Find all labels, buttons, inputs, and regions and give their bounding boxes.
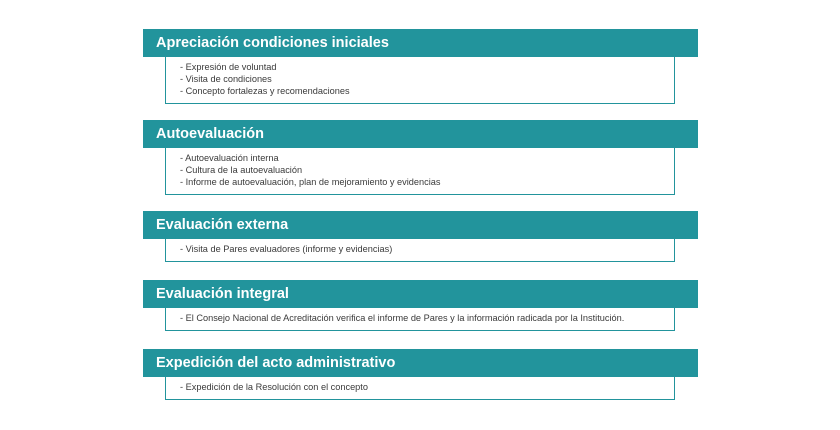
step-item: - Cultura de la autoevaluación	[180, 165, 303, 175]
step-autoevaluacion	[143, 120, 698, 195]
step-evaluacion-externa	[143, 211, 698, 262]
step-title: Evaluación integral	[143, 280, 698, 308]
step-title: Apreciación condiciones iniciales	[143, 29, 698, 57]
step-item: - Expresión de voluntad	[180, 62, 277, 72]
step-details	[165, 148, 675, 195]
step-item: - Visita de Pares evaluadores (informe y evidencias)	[180, 244, 393, 254]
step-item: - Visita de condiciones	[180, 74, 272, 84]
step-title: Expedición del acto administrativo	[143, 349, 698, 377]
step-item: - Expedición de la Resolución con el concepto	[180, 382, 368, 392]
step-expedicion	[143, 349, 698, 400]
step-details	[165, 308, 675, 331]
step-item: - Autoevaluación interna	[180, 153, 279, 163]
step-details	[165, 57, 675, 104]
step-evaluacion-integral	[143, 280, 698, 331]
step-item: - El Consejo Nacional de Acreditación verifica el informe de Pares y la información radicada por la Institución.	[180, 313, 625, 323]
step-details	[165, 239, 675, 262]
step-item: - Concepto fortalezas y recomendaciones	[180, 86, 350, 96]
step-apreciacion	[143, 29, 698, 104]
step-title: Autoevaluación	[143, 120, 698, 148]
step-title: Evaluación externa	[143, 211, 698, 239]
step-details	[165, 377, 675, 400]
step-item: - Informe de autoevaluación, plan de mejoramiento y evidencias	[180, 177, 441, 187]
